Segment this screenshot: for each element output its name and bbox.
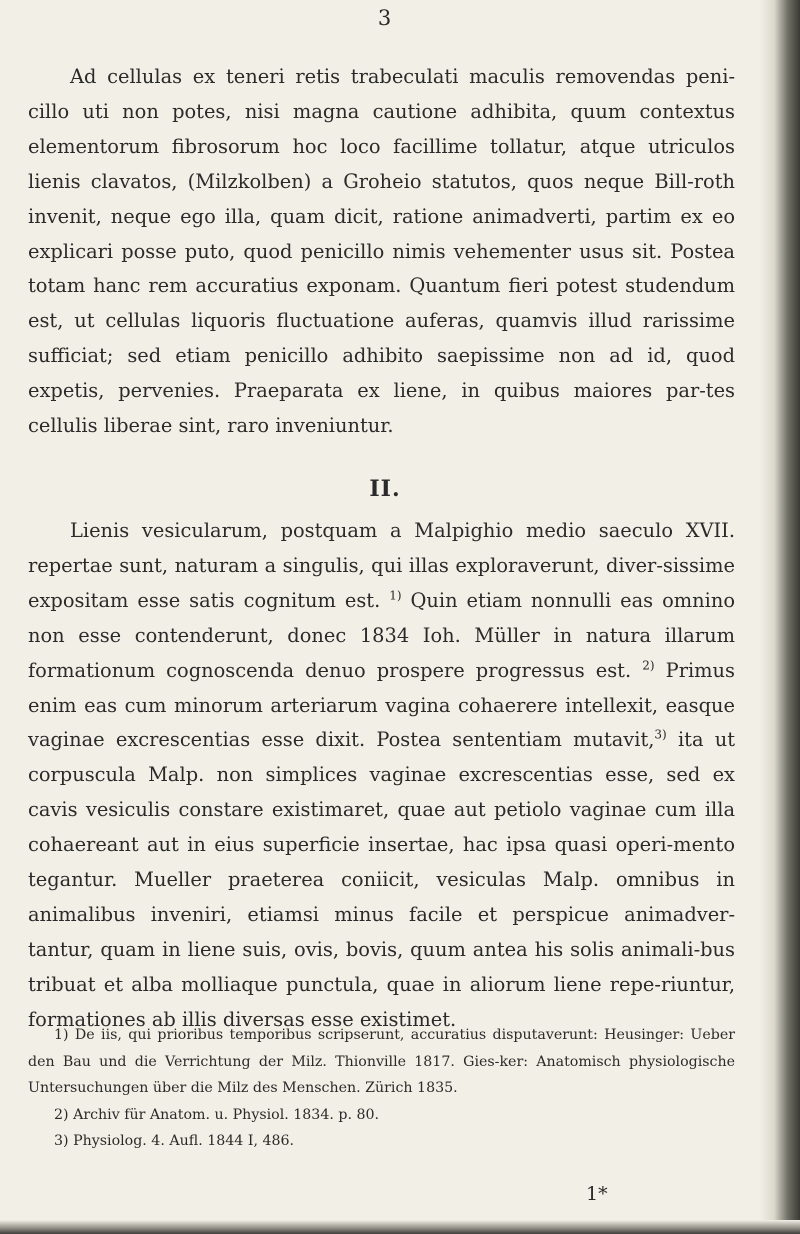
page-number: 3: [377, 6, 393, 30]
signature-mark: 1*: [586, 1183, 608, 1205]
paragraph-1: [28, 60, 735, 444]
footnote-ref-3: 3): [654, 727, 667, 742]
paragraph-2-part-4: ita ut corpuscula Malp. non simplices vaginae excrescentias esse, sed ex cavis vesiculis constare existimaret, quae aut petiolo vaginae cum illa cohaereant aut in eius superficie insertae, hac ipsa quasi operi-mento tegantur. Mueller praeterea coniicit, vesiculas Malp. omnibus in animalibus inveniri, etiamsi minus facile et perspicue animadver-tantur, quam in liene suis, ovis, bovis, quum antea his solis animali-bus tribuat et alba molliaque punctula, quae in aliorum liene repe-riuntur, formationes ab illis diversas esse existimet.: [28, 728, 735, 1031]
page-bottom-shadow: [0, 1220, 800, 1234]
footnote-ref-1: 1): [389, 588, 402, 603]
paragraph-1-text: Ad cellulas ex teneri retis trabeculati maculis removendas peni-cillo uti non potes, nisi magna cautione adhibita, quum contextus elementorum fibrosorum hoc loco facillime tollatur, atque utriculos lienis clavatos, (Milzkolben) a Groheio statutos, quos neque Bill-roth invenit, neque ego illa, quam dicit, ratione animadverti, partim ex eo explicari posse puto, quod penicillo nimis vehementer usus sit. Postea totam hanc rem accuratius exponam. Quantum fieri potest studendum est, ut cellulas liquoris fluctuatione auferas, quamvis illud rarissime sufficiat; sed etiam penicillo adhibito saepissime non ad id, quod expetis, pervenies. Praeparata ex liene, in quibus maiores par-tes cellulis liberae sint, raro inveniuntur.: [28, 65, 735, 438]
footnote-3: 3) Physiolog. 4. Aufl. 1844 I, 486.: [54, 1133, 295, 1149]
footnote-ref-2: 2): [642, 658, 655, 673]
paragraph-2: [28, 514, 735, 1038]
paragraph-2-part-2: Quin etiam nonnulli eas omnino non esse contenderunt, donec 1834 Ioh. Müller in natura illarum formationum cognoscenda denuo prospere progressus est.: [28, 588, 735, 682]
paragraph-2-part-1: Lienis vesicularum, postquam a Malpighio medio saeculo XVII. repertae sunt, naturam a singulis, qui illas exploraverunt, diver-sissime expositam esse satis cognitum est.: [28, 519, 735, 612]
page-edge-shadow: [760, 0, 800, 1234]
footnote-2: 2) Archiv für Anatom. u. Physiol. 1834. p. 80.: [54, 1106, 380, 1123]
paragraph-2-part-3: Primus enim eas cum minorum arteriarum vagina cohaerere intellexit, easque vaginae excrescentias esse dixit. Postea sententiam mutavit,: [28, 658, 735, 752]
footnotes: [28, 1022, 735, 1155]
section-heading: II.: [369, 476, 401, 502]
paragraph-2-text: [28, 514, 735, 1038]
footnote-1: 1) De iis, qui prioribus temporibus scripserunt, accuratius disputaverunt: Heusinger: Ueber den Bau und die Verrichtung der Milz. Thionville 1817. Gies-ker: Anatomisch physiologische Untersuchungen über die Milz des Menschen. Zürich 1835.: [28, 1027, 735, 1096]
